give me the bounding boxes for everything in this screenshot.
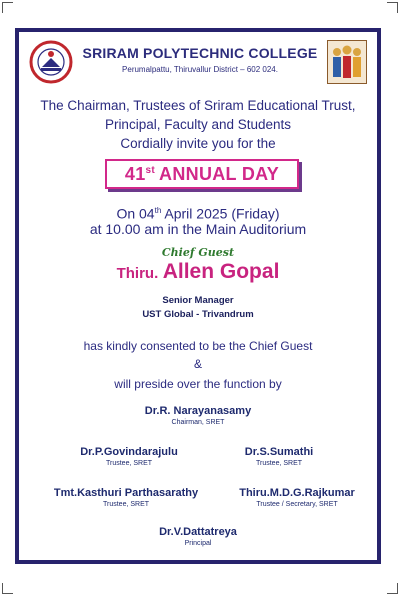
consent-ampersand: & <box>193 357 202 371</box>
secretary-role: Trustee / Secretary, SRET <box>256 501 338 508</box>
trustee-2-role: Trustee, SRET <box>255 460 303 467</box>
principal-role: Principal <box>184 540 212 547</box>
chief-guest-prefix: Thiru. <box>116 265 159 282</box>
college-address: Perumalpattu, Thiruvallur District – 602 024. <box>122 65 278 74</box>
college-name: SRIRAM POLYTECHNIC COLLEGE <box>82 45 318 61</box>
trustee-3-role: Trustee, SRET <box>102 501 150 508</box>
secretary-block <box>217 487 377 508</box>
principal-name: Dr.V.Dattatreya <box>159 526 237 538</box>
crop-mark-top-left <box>2 2 13 13</box>
event-ordinal: st <box>145 164 156 176</box>
chief-guest-name <box>19 260 377 284</box>
invitation-line-1: The Chairman, Trustees of Sriram Educational Trust, <box>40 98 356 113</box>
event-time-venue: at 10.00 am in the Main Auditorium <box>89 221 307 237</box>
secretary-name: Thiru.M.D.G.Rajkumar <box>239 487 355 499</box>
trustee-1-role: Trustee, SRET <box>105 460 153 467</box>
college-logo-icon <box>29 40 73 84</box>
event-date-rest: April 2025 (Friday) <box>161 205 280 222</box>
invitation-card <box>15 28 381 564</box>
trustee-3-block <box>41 487 211 508</box>
event-date-ordinal: th <box>154 206 162 215</box>
event-number: 41 <box>124 163 146 184</box>
invitation-line-2: Principal, Faculty and Students <box>104 117 292 132</box>
crop-mark-bottom-right <box>387 583 398 594</box>
trustee-1-name: Dr.P.Govindarajulu <box>80 446 178 458</box>
event-title: ANNUAL DAY <box>159 163 280 184</box>
chairman-block <box>19 405 377 426</box>
event-date-prefix: On 04 <box>116 205 155 222</box>
principal-block <box>19 526 377 547</box>
invitation-line-3: Cordially invite you for the <box>120 136 276 151</box>
trustee-2-name: Dr.S.Sumathi <box>244 446 314 458</box>
trustee-1-block <box>59 446 199 467</box>
consent-line-1: has kindly consented to be the Chief Guest <box>83 339 313 353</box>
chief-guest-organization: UST Global - Trivandrum <box>142 309 254 320</box>
chief-guest-fullname: Allen Gopal <box>162 260 280 283</box>
annual-day-banner <box>105 159 299 189</box>
trustee-3-name: Tmt.Kasthuri Parthasarathy <box>53 487 199 499</box>
chairman-role: Chairman, SRET <box>171 419 225 426</box>
chief-guest-designation: Senior Manager <box>162 295 234 306</box>
trustee-2-block <box>219 446 339 467</box>
chairman-name: Dr.R. Narayanasamy <box>144 405 252 417</box>
deity-picture-icon <box>327 40 367 84</box>
chief-guest-label: Chief Guest <box>161 246 235 259</box>
consent-line-2: will preside over the function by <box>114 377 282 391</box>
crop-mark-bottom-left <box>2 583 13 594</box>
crop-mark-top-right <box>387 2 398 13</box>
